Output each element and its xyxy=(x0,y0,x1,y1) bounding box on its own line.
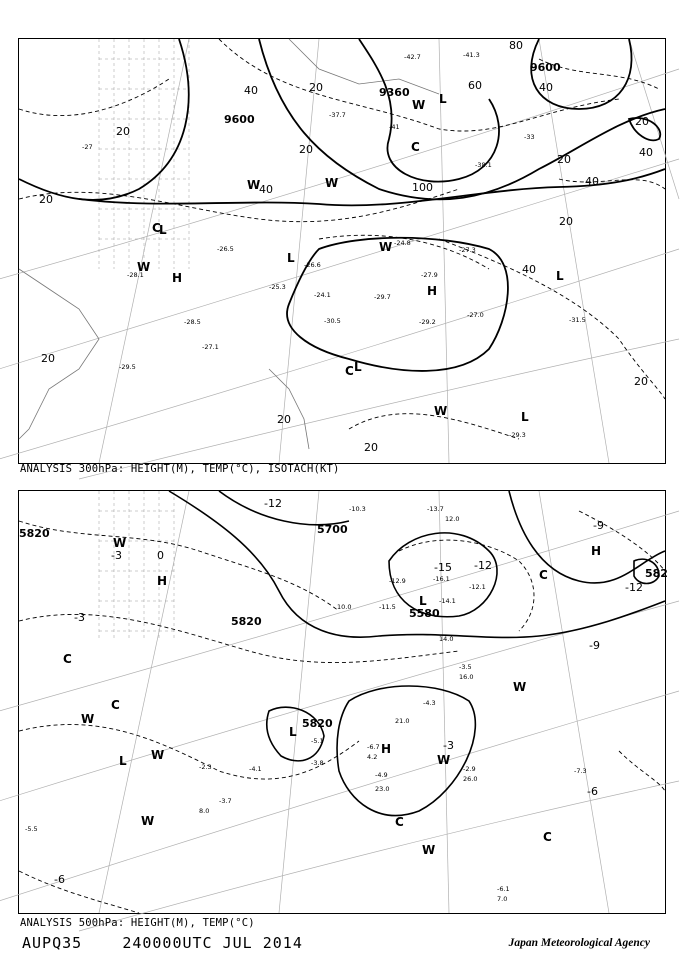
low-marker: L xyxy=(521,410,529,424)
high-marker: H xyxy=(427,284,438,298)
graticule-500 xyxy=(0,491,679,931)
svg-text:-4.1: -4.1 xyxy=(249,765,262,773)
svg-text:26.0: 26.0 xyxy=(463,775,478,783)
svg-text:-42.7: -42.7 xyxy=(404,53,421,61)
isotach-lines-300 xyxy=(19,39,665,439)
agency-name: Japan Meteorological Agency xyxy=(508,937,650,949)
low-marker: L xyxy=(159,223,167,237)
svg-text:-38.1: -38.1 xyxy=(475,161,492,169)
map-300hpa-canvas xyxy=(19,39,665,463)
svg-text:-11.5: -11.5 xyxy=(379,603,396,611)
svg-text:40: 40 xyxy=(259,183,273,196)
svg-text:-28.1: -28.1 xyxy=(127,271,144,279)
warm-marker: W xyxy=(437,753,451,767)
svg-text:20: 20 xyxy=(41,352,55,365)
height-label: 9600 xyxy=(224,113,255,126)
svg-text:20: 20 xyxy=(634,375,648,388)
svg-text:20: 20 xyxy=(299,143,313,156)
svg-text:20: 20 xyxy=(39,193,53,206)
svg-text:-29.2: -29.2 xyxy=(419,318,436,326)
map-panel-500hpa xyxy=(18,490,666,914)
svg-text:-41.3: -41.3 xyxy=(463,51,480,59)
cold-marker: C xyxy=(543,830,552,844)
height-label: 9600 xyxy=(530,61,561,74)
warm-marker: W xyxy=(325,176,339,190)
svg-text:-24.1: -24.1 xyxy=(314,291,331,299)
svg-text:20: 20 xyxy=(277,413,291,426)
high-marker: H xyxy=(381,742,392,756)
warm-marker: W xyxy=(141,814,155,828)
svg-text:40: 40 xyxy=(522,263,536,276)
warm-marker: W xyxy=(113,536,127,550)
svg-text:-37.7: -37.7 xyxy=(329,111,346,119)
svg-text:-3: -3 xyxy=(74,611,85,624)
warm-marker: W xyxy=(379,240,393,254)
svg-text:23.0: 23.0 xyxy=(375,785,390,793)
height-label: 9360 xyxy=(379,86,410,99)
svg-text:-31.5: -31.5 xyxy=(569,316,586,324)
cold-marker: C xyxy=(345,364,354,378)
high-marker: H xyxy=(157,574,168,588)
svg-text:21.0: 21.0 xyxy=(395,717,410,725)
svg-text:-3.7: -3.7 xyxy=(219,797,232,805)
map-panel-300hpa xyxy=(18,38,666,464)
svg-text:-24.8: -24.8 xyxy=(394,239,411,247)
svg-text:40: 40 xyxy=(539,81,553,94)
svg-text:-5.1: -5.1 xyxy=(311,737,324,745)
warm-marker: W xyxy=(434,404,448,418)
svg-text:-6: -6 xyxy=(587,785,598,798)
svg-text:100: 100 xyxy=(412,181,433,194)
svg-text:-16.1: -16.1 xyxy=(433,575,450,583)
svg-text:-29.7: -29.7 xyxy=(374,293,391,301)
svg-text:-2.3: -2.3 xyxy=(199,763,212,771)
svg-text:5820: 5820 xyxy=(231,615,262,628)
high-marker: H xyxy=(591,544,602,558)
svg-text:-10.3: -10.3 xyxy=(349,505,366,513)
low-marker: L xyxy=(556,269,564,283)
svg-text:-26.5: -26.5 xyxy=(217,245,234,253)
hatch-area-300 xyxy=(99,39,189,269)
isotherm-lines-500 xyxy=(19,511,665,913)
warm-marker: W xyxy=(422,843,436,857)
svg-text:12.0: 12.0 xyxy=(445,515,460,523)
low-marker: L xyxy=(354,360,362,374)
warm-marker: W xyxy=(247,178,261,192)
low-marker: L xyxy=(287,251,295,265)
svg-text:7.0: 7.0 xyxy=(497,895,508,903)
low-marker: L xyxy=(439,92,447,106)
svg-text:40: 40 xyxy=(244,84,258,97)
svg-text:-25.3: -25.3 xyxy=(269,283,286,291)
svg-text:-30.5: -30.5 xyxy=(324,317,341,325)
svg-text:-28.5: -28.5 xyxy=(184,318,201,326)
cold-marker: C xyxy=(539,568,548,582)
svg-text:20: 20 xyxy=(557,153,571,166)
svg-text:582: 582 xyxy=(645,567,668,580)
svg-text:-29.5: -29.5 xyxy=(119,363,136,371)
svg-text:-26.6: -26.6 xyxy=(304,261,321,269)
svg-text:-12: -12 xyxy=(474,559,492,572)
height-contours-500 xyxy=(169,491,665,815)
svg-text:-6: -6 xyxy=(54,873,65,886)
caption-300hpa: ANALYSIS 300hPa: HEIGHT(M), TEMP(°C), ISOTACH(KT) xyxy=(20,463,340,475)
svg-text:-33: -33 xyxy=(524,133,535,141)
svg-text:20: 20 xyxy=(364,441,378,454)
svg-text:-3.8: -3.8 xyxy=(311,759,324,767)
hatch-area-500 xyxy=(99,491,174,641)
svg-text:-27.9: -27.9 xyxy=(421,271,438,279)
svg-text:-6.1: -6.1 xyxy=(497,885,510,893)
graticule-300 xyxy=(0,39,679,479)
cold-marker: C xyxy=(411,140,420,154)
svg-text:0: 0 xyxy=(157,549,164,562)
svg-text:20: 20 xyxy=(309,81,323,94)
svg-text:-4.9: -4.9 xyxy=(375,771,388,779)
svg-text:-3: -3 xyxy=(443,739,454,752)
svg-text:-3: -3 xyxy=(111,549,122,562)
high-marker: H xyxy=(172,271,183,285)
cold-marker: C xyxy=(63,652,72,666)
low-marker: L xyxy=(289,725,297,739)
svg-text:-27.0: -27.0 xyxy=(467,311,484,319)
map-500hpa-canvas xyxy=(19,491,668,913)
svg-text:-13.7: -13.7 xyxy=(427,505,444,513)
cold-marker: C xyxy=(111,698,120,712)
svg-text:-7.3: -7.3 xyxy=(574,767,587,775)
svg-text:40: 40 xyxy=(639,146,653,159)
svg-text:-6.7: -6.7 xyxy=(367,743,380,751)
warm-marker: W xyxy=(137,260,151,274)
low-marker: L xyxy=(419,594,427,608)
svg-text:-12: -12 xyxy=(625,581,643,594)
warm-marker: W xyxy=(412,98,426,112)
svg-text:-41: -41 xyxy=(389,123,400,131)
svg-text:20: 20 xyxy=(116,125,130,138)
svg-text:16.0: 16.0 xyxy=(459,673,474,681)
warm-marker: W xyxy=(81,712,95,726)
svg-text:8.0: 8.0 xyxy=(199,807,210,815)
coastline-300 xyxy=(19,39,439,449)
svg-text:14.0: 14.0 xyxy=(439,635,454,643)
svg-text:-15: -15 xyxy=(434,561,452,574)
svg-text:20: 20 xyxy=(559,215,573,228)
svg-text:-4.3: -4.3 xyxy=(423,699,436,707)
isotach-labels-300 xyxy=(39,39,653,454)
svg-text:60: 60 xyxy=(468,79,482,92)
svg-text:5700: 5700 xyxy=(317,523,348,536)
svg-text:10.0: 10.0 xyxy=(337,603,352,611)
svg-text:-5.5: -5.5 xyxy=(25,825,38,833)
svg-text:-27.3: -27.3 xyxy=(459,246,476,254)
svg-text:5580: 5580 xyxy=(409,607,440,620)
cold-marker: C xyxy=(152,221,161,235)
warm-marker: W xyxy=(151,748,165,762)
svg-text:-2.9: -2.9 xyxy=(463,765,476,773)
svg-text:40: 40 xyxy=(585,175,599,188)
chart-id-line xyxy=(22,934,303,952)
cold-marker: C xyxy=(395,815,404,829)
svg-text:-27: -27 xyxy=(82,143,93,151)
svg-text:-12.1: -12.1 xyxy=(469,583,486,591)
caption-500hpa: ANALYSIS 500hPa: HEIGHT(M), TEMP(°C) xyxy=(20,917,255,929)
warm-marker: W xyxy=(513,680,527,694)
svg-text:-9: -9 xyxy=(589,639,600,652)
low-marker: L xyxy=(119,754,127,768)
svg-text:-29.3: -29.3 xyxy=(509,431,526,439)
svg-text:-27.1: -27.1 xyxy=(202,343,219,351)
svg-text:-9: -9 xyxy=(593,519,604,532)
pressure-systems-500 xyxy=(63,536,601,857)
valid-time: 240000UTC JUL 2014 xyxy=(122,934,303,952)
svg-text:4.2: 4.2 xyxy=(367,753,378,761)
svg-text:-12: -12 xyxy=(264,497,282,510)
svg-text:-12.9: -12.9 xyxy=(389,577,406,585)
svg-text:-14.1: -14.1 xyxy=(439,597,456,605)
svg-text:5820: 5820 xyxy=(302,717,333,730)
svg-text:20: 20 xyxy=(635,115,649,128)
svg-text:-3.5: -3.5 xyxy=(459,663,472,671)
svg-text:80: 80 xyxy=(509,39,523,52)
svg-text:5820: 5820 xyxy=(19,527,50,540)
chart-id: AUPQ35 xyxy=(22,934,83,952)
